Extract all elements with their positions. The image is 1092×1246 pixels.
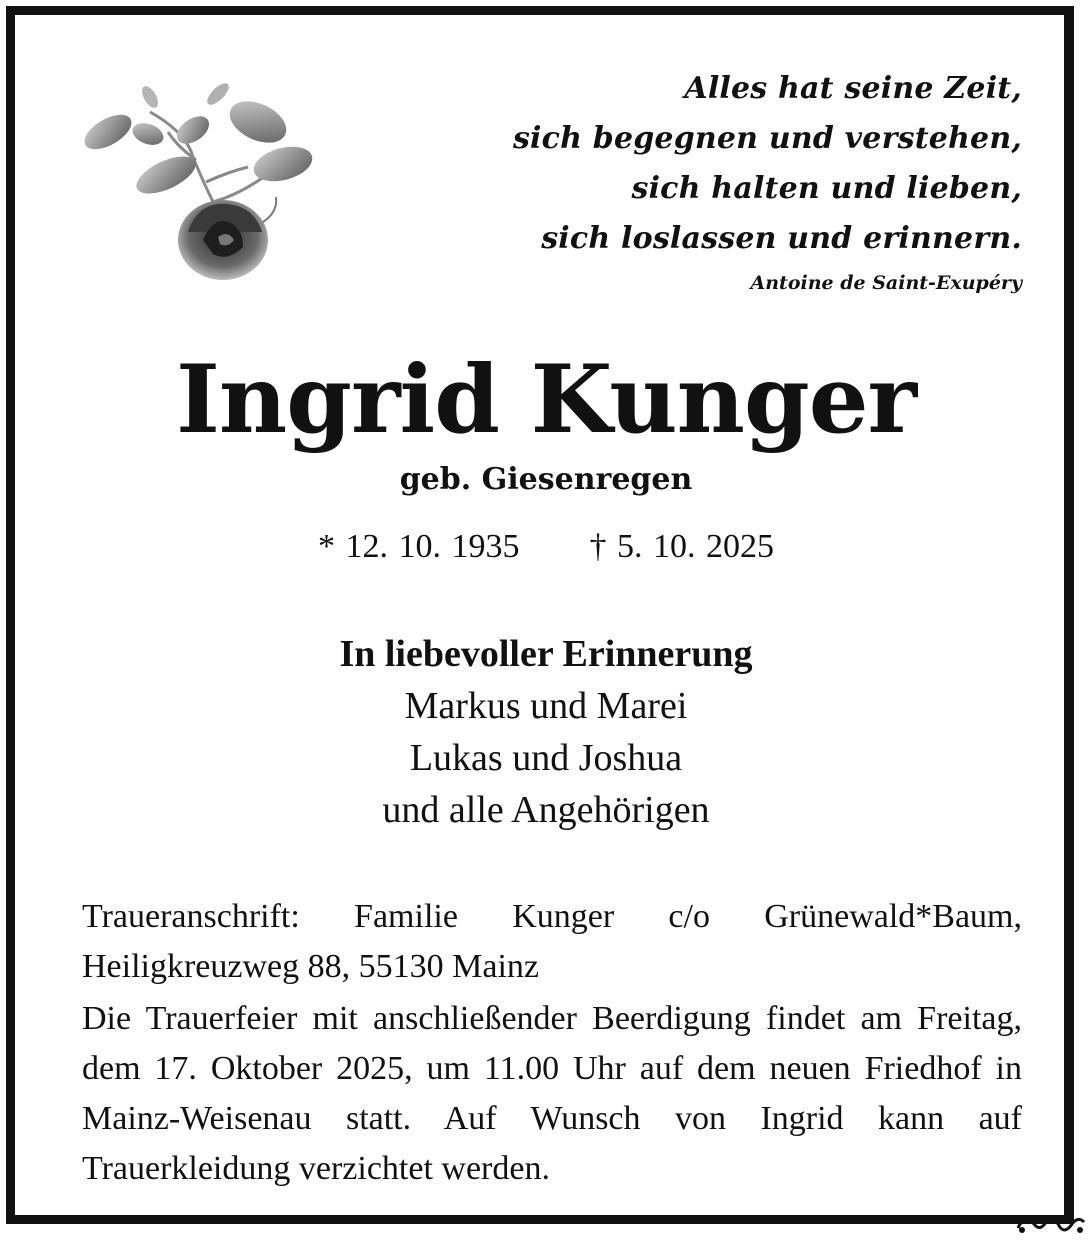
funeral-info — [82, 892, 1022, 1194]
rose-photo — [78, 72, 318, 287]
mourning-address: Traueranschrift: Familie Kunger c/o Grünewald*Baum, Heiligkreuzweg 88, 55130 Mainz — [82, 898, 1022, 985]
quote-author: Antoine de Saint-Exupéry — [750, 272, 1022, 294]
memory-heading: In liebevoller Erinnerung — [339, 633, 753, 675]
deceased-name: Ingrid Kunger — [175, 345, 917, 455]
quote-line: sich loslassen und erinnern. — [541, 221, 1022, 256]
quote-line: sich begegnen und verstehen, — [512, 121, 1022, 156]
ornament-icon — [1014, 1210, 1088, 1240]
quote-line: sich halten und lieben, — [631, 171, 1022, 206]
poem-quote — [422, 64, 1022, 298]
birth-name: geb. Giesenregen — [399, 462, 693, 497]
mourner-line: Markus und Marei — [404, 685, 688, 727]
life-dates — [0, 528, 1092, 566]
quote-line: Alles hat seine Zeit, — [684, 71, 1022, 106]
mourners-block — [0, 628, 1092, 836]
mourner-line: Lukas und Joshua — [409, 737, 683, 779]
ceremony-text: Die Trauerfeier mit anschließender Beerdigung findet am Freitag, dem 17. Oktober 2025, um 11.00 Uhr auf dem neuen Friedhof in Mainz-Weisenau statt. Auf Wunsch von Ingrid kann auf Trauerkleidung verzichtet werden. — [82, 1000, 1022, 1187]
mourner-line: und alle Angehörigen — [382, 789, 710, 831]
death-date: † 5. 10. 2025 — [589, 528, 774, 565]
birth-date: * 12. 10. 1935 — [318, 528, 520, 565]
